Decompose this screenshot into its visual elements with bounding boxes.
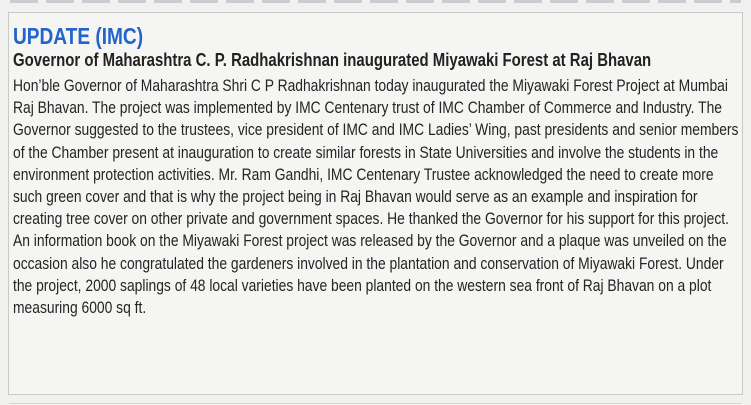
news-update-card [8, 12, 743, 395]
section-title: UPDATE (IMC) [13, 23, 144, 49]
top-border-fragment [10, 0, 741, 3]
article-headline: Governor of Maharashtra C. P. Radhakrishnan inaugurated Miyawaki Forest at Raj Bhavan [13, 50, 652, 70]
card-content [13, 24, 741, 319]
article-body: Hon’ble Governor of Maharashtra Shri C P Radhakrishnan today inaugurated the Miyawaki Forest Project at Mumbai Raj Bhavan. The project was implemented by IMC Centenary trust of IMC Chamber of Commerce and Industry. The Governor suggested to the trustees, vice president of IMC and IMC Ladies’ Wing, past presidents and senior members of the Chamber present at inauguration to create similar forests in State Universities and involve the students in the environment protection activities. Mr. Ram Gandhi, IMC Centenary Trustee acknowledged the need to create more such green cover and that is why the project being in Raj Bhavan would serve as an example and inspiration for creating tree cover on other private and government spaces. He thanked the Governor for his support for this project. An information book on the Miyawaki Forest project was released by the Governor and a plaque was unveiled on the occasion also he congratulated the gardeners involved in the plantation and conservation of Miyawaki Forest. Under the project, 2000 saplings of 48 local varieties have been planted on the western sea front of Raj Bhavan on a plot measuring 6000 sq ft. [13, 76, 739, 318]
bottom-divider [9, 403, 742, 404]
